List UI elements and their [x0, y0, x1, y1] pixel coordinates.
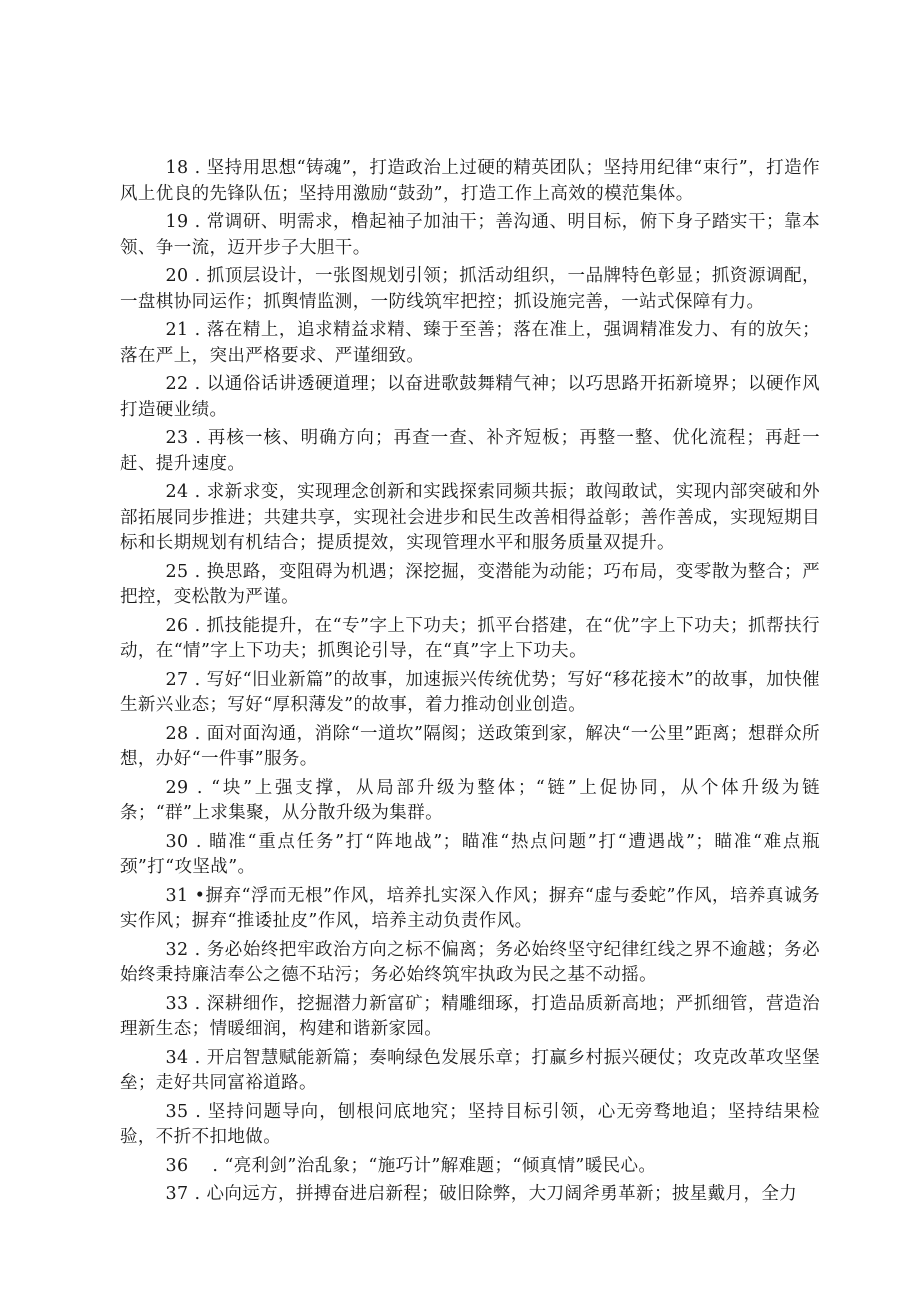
list-item: 27 . 写好“旧业新篇”的故事，加速振兴传统优势；写好“移花接木”的故事，加快催生新兴业态；写好“厚积薄发”的故事，着力推动创业创造。: [120, 669, 820, 715]
list-item: 26 . 抓技能提升，在“专”字上下功夫；抓平台搭建，在“优”字上下功夫；抓帮扶行动，在“情”字上下功夫；抓舆论引导，在“真”字上下功夫。: [120, 615, 820, 661]
list-item: 22 . 以通俗话讲透硬道理；以奋进歌鼓舞精气神；以巧思路开拓新境界；以硬作风打造硬业绩。: [120, 374, 820, 420]
list-item: 24 . 求新求变，实现理念创新和实践探索同频共振；敢闯敢试，实现内部突破和外部拓展同步推进；共建共享，实现社会进步和民生改善相得益彰；善作善成，实现短期目标和长期规划有机结合；提质提效，实现管理水平和服务质量双提升。: [120, 482, 820, 553]
list-item: 18 . 坚持用思想“铸魂”，打造政治上过硬的精英团队；坚持用纪律“束行”，打造作风上优良的先锋队伍；坚持用激励“鼓劲”，打造工作上高效的模范集体。: [120, 158, 820, 204]
document-body: [120, 156, 820, 1211]
list-item: 33 . 深耕细作，挖掘潜力新富矿；精雕细琢，打造品质新高地；严抓细管，营造治理新生态；情暖细润，构建和谐新家园。: [120, 993, 820, 1039]
list-item: 19 . 常调研、明需求，橹起袖子加油干；善沟通、明目标，俯下身子踏实干；靠本领、争一流，迈开步子大胆干。: [120, 212, 820, 258]
list-item: 29 . “块”上强支撑，从局部升级为整体；“链”上促协同，从个体升级为链条；“群”上求集聚，从分散升级为集群。: [120, 777, 820, 823]
list-item: 25 . 换思路，变阻碍为机遇；深挖掘，变潜能为动能；巧布局，变零散为整合；严把控，变松散为严谨。: [120, 561, 820, 607]
list-item: 30 . 瞄准“重点任务”打“阵地战”；瞄准“热点问题”打“遭遇战”；瞄准“难点瓶颈”打“攻坚战”。: [120, 831, 820, 877]
list-item: 31 •摒弃“浮而无根”作风，培养扎实深入作风；摒弃“虚与委蛇”作风，培养真诚务实作风；摒弃“推诿扯皮”作风，培养主动负责作风。: [120, 885, 820, 931]
list-item: 34 . 开启智慧赋能新篇；奏响绿色发展乐章；打赢乡村振兴硬仗；攻克改革攻坚堡垒；走好共同富裕道路。: [120, 1047, 820, 1093]
list-item: 32 . 务必始终把牢政治方向之标不偏离；务必始终坚守纪律红线之界不逾越；务必始终秉持廉洁奉公之德不玷污；务必始终筑牢执政为民之基不动摇。: [120, 939, 820, 985]
list-item: 20 . 抓顶层设计，一张图规划引领；抓活动组织，一品牌特色彰显；抓资源调配，一盘棋协同运作；抓舆情监测，一防线筑牢把控；抓设施完善，一站式保障有力。: [120, 266, 820, 312]
list-item: 36 . “亮利剑”治乱象；“施巧计”解难题；“倾真情”暖民心。: [165, 1155, 657, 1176]
list-item: 37 . 心向远方，拼搏奋进启新程；破旧除弊，大刀阔斧勇革新；披星戴月，全力: [165, 1184, 798, 1204]
list-item: 28 . 面对面沟通，消除“一道坎”隔阂；送政策到家，解决“一公里”距离；想群众所想，办好“一件事”服务。: [120, 723, 820, 769]
list-item: 35 . 坚持问题导向，刨根问底地究；坚持目标引领，心无旁骛地追；坚持结果检验，不折不扣地做。: [120, 1101, 820, 1147]
list-item: 21 . 落在精上，追求精益求精、臻于至善；落在准上，强调精准发力、有的放矢；落在严上，突出严格要求、严谨细致。: [120, 320, 820, 366]
list-item: 23 . 再核一核、明确方向；再查一查、补齐短板；再整一整、优化流程；再赶一赶、提升速度。: [120, 428, 820, 474]
